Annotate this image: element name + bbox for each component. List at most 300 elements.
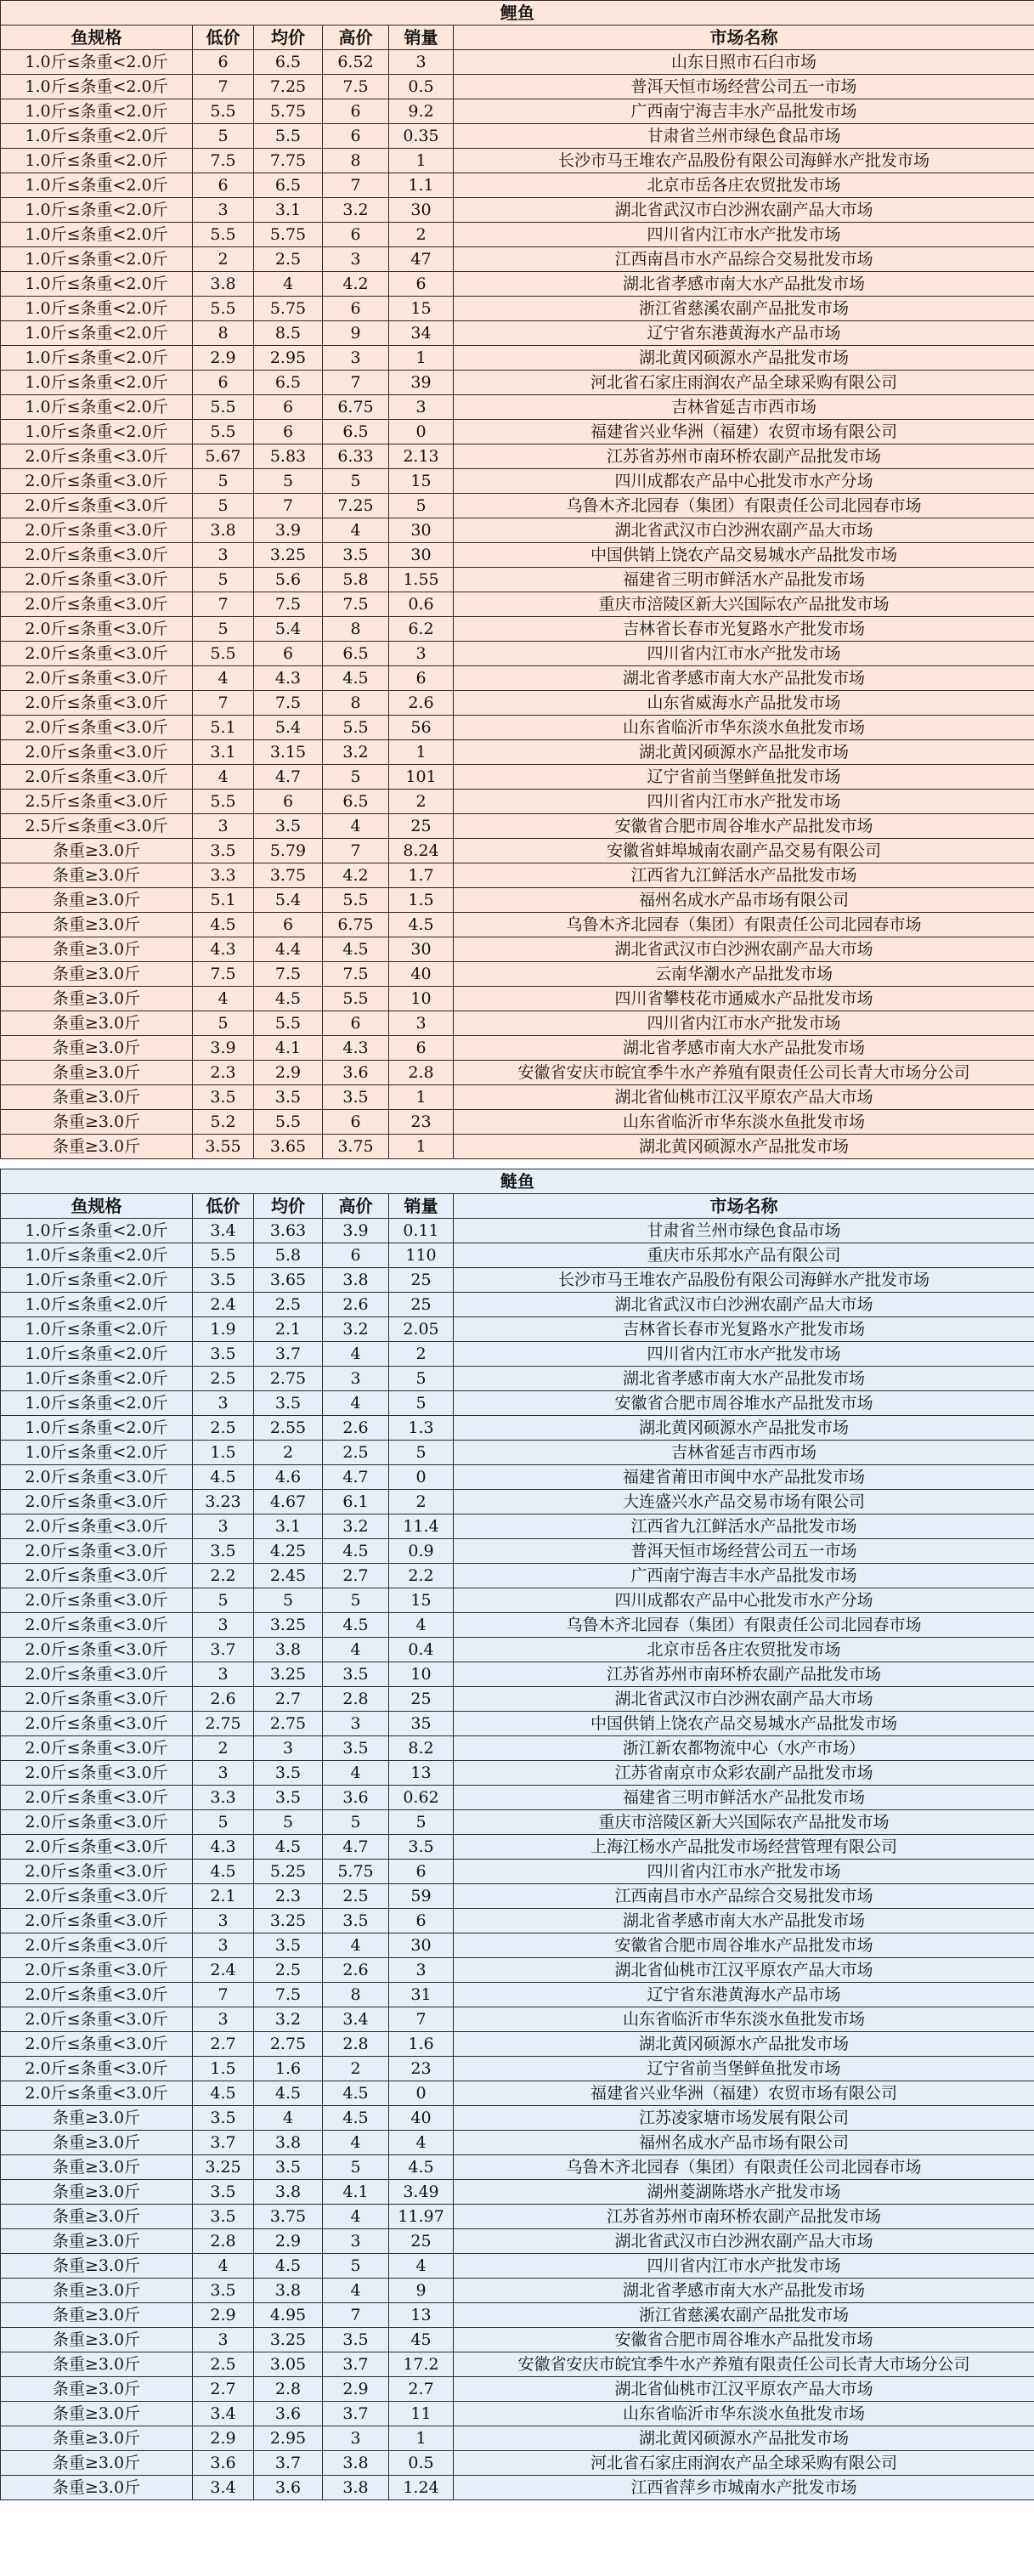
low-price-cell: 3.5 [193, 1342, 254, 1367]
low-price-cell: 3.5 [193, 2205, 254, 2229]
market-name-cell: 江西南昌市水产品综合交易批发市场 [454, 247, 1034, 272]
market-name-cell: 云南华潮水产品批发市场 [454, 962, 1034, 987]
table-row [1, 2402, 1034, 2426]
spec-cell: 条重≥3.0斤 [1, 1135, 193, 1159]
volume-cell: 3 [389, 642, 454, 666]
low-price-cell: 3 [193, 1761, 254, 1786]
table-row [1, 1391, 1034, 1416]
market-name-cell: 江苏省苏州市南环桥农副产品批发市场 [454, 2205, 1034, 2229]
avg-price-cell: 7 [254, 494, 323, 518]
spec-cell: 2.0斤≤条重<3.0斤 [1, 568, 193, 592]
avg-price-cell: 3.75 [254, 2205, 323, 2229]
market-name-cell: 四川省内江市水产批发市场 [454, 2254, 1034, 2279]
table-row [1, 543, 1034, 568]
volume-cell: 1 [389, 346, 454, 371]
avg-price-cell: 3.6 [254, 2402, 323, 2426]
high-price-cell: 3.8 [323, 2476, 389, 2500]
avg-price-cell: 5.6 [254, 568, 323, 592]
table-row [1, 863, 1034, 888]
market-name-cell: 中国供销上饶农产品交易城水产品批发市场 [454, 543, 1034, 568]
high-price-cell: 4.7 [323, 1465, 389, 1490]
spec-cell: 条重≥3.0斤 [1, 2229, 193, 2254]
market-name-cell: 乌鲁木齐北园春（集团）有限责任公司北园春市场 [454, 1613, 1034, 1638]
high-price-cell: 4 [323, 2279, 389, 2303]
volume-cell: 8.24 [389, 839, 454, 863]
volume-cell: 9.2 [389, 99, 454, 124]
table-row [1, 1736, 1034, 1761]
table-row [1, 223, 1034, 247]
spec-cell: 2.0斤≤条重<3.0斤 [1, 1490, 193, 1514]
avg-price-cell: 4.7 [254, 765, 323, 790]
spec-cell: 2.0斤≤条重<3.0斤 [1, 518, 193, 543]
spec-cell: 1.0斤≤条重<2.0斤 [1, 272, 193, 297]
high-price-cell: 5.75 [323, 1860, 389, 1884]
avg-price-cell: 4.5 [254, 2081, 323, 2106]
volume-cell: 0.11 [389, 1219, 454, 1243]
volume-cell: 3.49 [389, 2180, 454, 2205]
avg-price-cell: 2.7 [254, 1687, 323, 1712]
spec-cell: 1.0斤≤条重<2.0斤 [1, 371, 193, 395]
section-title: 鲢鱼 [1, 1169, 1034, 1194]
avg-price-cell: 4.5 [254, 987, 323, 1011]
spec-cell: 2.0斤≤条重<3.0斤 [1, 1712, 193, 1736]
section-title-row [1, 1169, 1034, 1194]
table-row [1, 1011, 1034, 1036]
table-row [1, 1085, 1034, 1110]
spec-cell: 条重≥3.0斤 [1, 2254, 193, 2279]
spec-cell: 条重≥3.0斤 [1, 2106, 193, 2131]
high-price-cell: 6.52 [323, 50, 389, 75]
section-gap [1, 1159, 1034, 1169]
table-row [1, 1909, 1034, 1933]
low-price-cell: 3 [193, 2007, 254, 2032]
volume-cell: 2.2 [389, 1564, 454, 1588]
market-name-cell: 四川省内江市水产批发市场 [454, 790, 1034, 814]
avg-price-cell: 2.3 [254, 1884, 323, 1909]
table-row [1, 321, 1034, 346]
market-name-cell: 湖北省武汉市白沙洲农副产品大市场 [454, 1293, 1034, 1317]
high-price-cell: 4.5 [323, 1613, 389, 1638]
spec-cell: 条重≥3.0斤 [1, 1085, 193, 1110]
volume-cell: 101 [389, 765, 454, 790]
spec-cell: 条重≥3.0斤 [1, 2205, 193, 2229]
spec-cell: 2.0斤≤条重<3.0斤 [1, 1687, 193, 1712]
avg-price-cell: 2.95 [254, 2426, 323, 2451]
high-price-cell: 4.5 [323, 937, 389, 962]
avg-price-cell: 7.5 [254, 592, 323, 617]
high-price-cell: 2.8 [323, 1687, 389, 1712]
table-row [1, 99, 1034, 124]
high-price-cell: 8 [323, 149, 389, 173]
volume-cell: 0 [389, 2081, 454, 2106]
low-price-cell: 5.1 [193, 888, 254, 913]
high-price-cell: 7.5 [323, 592, 389, 617]
volume-cell: 35 [389, 1712, 454, 1736]
volume-cell: 2.8 [389, 1061, 454, 1085]
high-price-cell: 3.5 [323, 2328, 389, 2352]
table-row [1, 50, 1034, 75]
low-price-cell: 2.4 [193, 1958, 254, 1983]
low-price-cell: 2.6 [193, 1687, 254, 1712]
avg-price-cell: 3.8 [254, 1638, 323, 1662]
low-price-cell: 2.9 [193, 346, 254, 371]
table-row [1, 987, 1034, 1011]
avg-price-cell: 6.5 [254, 371, 323, 395]
low-price-cell: 3.25 [193, 2155, 254, 2180]
table-row [1, 2155, 1034, 2180]
volume-cell: 9 [389, 2279, 454, 2303]
spec-cell: 1.0斤≤条重<2.0斤 [1, 223, 193, 247]
spec-cell: 2.0斤≤条重<3.0斤 [1, 1514, 193, 1539]
table-row [1, 1810, 1034, 1835]
volume-cell: 39 [389, 371, 454, 395]
low-price-cell: 5.2 [193, 1110, 254, 1135]
high-price-cell: 5 [323, 2254, 389, 2279]
avg-price-cell: 5 [254, 1810, 323, 1835]
high-price-cell: 3.7 [323, 2352, 389, 2377]
market-name-cell: 长沙市马王堆农产品股份有限公司海鲜水产批发市场 [454, 1268, 1034, 1293]
volume-cell: 4.5 [389, 2155, 454, 2180]
market-name-cell: 福建省三明市鲜活水产品批发市场 [454, 1786, 1034, 1810]
table-row [1, 1564, 1034, 1588]
high-price-cell: 6.75 [323, 913, 389, 937]
low-price-cell: 7.5 [193, 962, 254, 987]
avg-price-cell: 4 [254, 2106, 323, 2131]
high-price-cell: 6 [323, 1243, 389, 1268]
market-name-cell: 辽宁省前当堡鲜鱼批发市场 [454, 2057, 1034, 2081]
volume-cell: 30 [389, 543, 454, 568]
volume-cell: 34 [389, 321, 454, 346]
spec-cell: 2.0斤≤条重<3.0斤 [1, 740, 193, 765]
avg-price-cell: 5 [254, 1588, 323, 1613]
spec-cell: 条重≥3.0斤 [1, 2476, 193, 2500]
spec-cell: 2.0斤≤条重<3.0斤 [1, 1736, 193, 1761]
table-row [1, 592, 1034, 617]
volume-cell: 1 [389, 740, 454, 765]
spec-cell: 2.0斤≤条重<3.0斤 [1, 1884, 193, 1909]
market-name-cell: 湖北省武汉市白沙洲农副产品大市场 [454, 1687, 1034, 1712]
market-name-cell: 四川成都农产品中心批发市水产分场 [454, 1588, 1034, 1613]
high-price-cell: 6.5 [323, 420, 389, 444]
high-price-cell: 3 [323, 1712, 389, 1736]
volume-cell: 13 [389, 1761, 454, 1786]
spec-cell: 2.0斤≤条重<3.0斤 [1, 543, 193, 568]
spec-cell: 条重≥3.0斤 [1, 1036, 193, 1061]
high-price-cell: 5 [323, 1810, 389, 1835]
spec-cell: 条重≥3.0斤 [1, 863, 193, 888]
table-row [1, 716, 1034, 740]
high-price-cell: 2 [323, 2057, 389, 2081]
volume-cell: 4 [389, 2131, 454, 2155]
high-price-cell: 6.1 [323, 1490, 389, 1514]
market-name-cell: 江西省萍乡市城南水产批发市场 [454, 2476, 1034, 2500]
avg-price-cell: 4.6 [254, 1465, 323, 1490]
high-price-cell: 6.33 [323, 444, 389, 469]
volume-cell: 25 [389, 1293, 454, 1317]
low-price-cell: 3.3 [193, 1786, 254, 1810]
high-price-cell: 9 [323, 321, 389, 346]
table-row [1, 642, 1034, 666]
table-row [1, 1061, 1034, 1085]
spec-cell: 2.0斤≤条重<3.0斤 [1, 1786, 193, 1810]
high-price-cell: 6.5 [323, 642, 389, 666]
low-price-cell: 4.5 [193, 913, 254, 937]
volume-cell: 6 [389, 1909, 454, 1933]
market-name-cell: 吉林省延吉市西市场 [454, 395, 1034, 420]
low-price-cell: 2 [193, 247, 254, 272]
spec-cell: 1.0斤≤条重<2.0斤 [1, 1243, 193, 1268]
market-name-cell: 重庆市涪陵区新大兴国际农产品批发市场 [454, 1810, 1034, 1835]
table-row [1, 1860, 1034, 1884]
spec-cell: 2.0斤≤条重<3.0斤 [1, 494, 193, 518]
table-row [1, 518, 1034, 543]
avg-price-cell: 3 [254, 1736, 323, 1761]
avg-price-cell: 3.1 [254, 198, 323, 223]
spec-cell: 条重≥3.0斤 [1, 2451, 193, 2476]
table-row [1, 1243, 1034, 1268]
spec-cell: 2.5斤≤条重<3.0斤 [1, 790, 193, 814]
low-price-header: 低价 [193, 25, 254, 50]
avg-price-cell: 2.45 [254, 1564, 323, 1588]
market-name-cell: 湖北省孝感市南大水产品批发市场 [454, 1036, 1034, 1061]
market-name-cell: 浙江省慈溪农副产品批发市场 [454, 297, 1034, 321]
volume-cell: 1 [389, 1135, 454, 1159]
low-price-cell: 1.5 [193, 2057, 254, 2081]
avg-price-cell: 6 [254, 395, 323, 420]
avg-price-cell: 2.5 [254, 1958, 323, 1983]
market-name-cell: 北京市岳各庄农贸批发市场 [454, 1638, 1034, 1662]
high-price-cell: 5 [323, 765, 389, 790]
high-price-cell: 2.7 [323, 1564, 389, 1588]
low-price-cell: 7.5 [193, 149, 254, 173]
market-name-cell: 浙江省慈溪农副产品批发市场 [454, 2303, 1034, 2328]
table-row [1, 2229, 1034, 2254]
volume-cell: 15 [389, 469, 454, 494]
avg-price-cell: 2.1 [254, 1317, 323, 1342]
low-price-cell: 5.1 [193, 716, 254, 740]
avg-price-cell: 4.67 [254, 1490, 323, 1514]
volume-cell: 0.6 [389, 592, 454, 617]
table-row [1, 666, 1034, 691]
volume-cell: 1.7 [389, 863, 454, 888]
market-name-cell: 四川省内江市水产批发市场 [454, 1011, 1034, 1036]
spec-cell: 1.0斤≤条重<2.0斤 [1, 395, 193, 420]
market-name-cell: 广西南宁海吉丰水产品批发市场 [454, 99, 1034, 124]
volume-cell: 23 [389, 1110, 454, 1135]
market-name-cell: 湖北省孝感市南大水产品批发市场 [454, 1909, 1034, 1933]
table-row [1, 790, 1034, 814]
market-name-cell: 重庆市涪陵区新大兴国际农产品批发市场 [454, 592, 1034, 617]
low-price-cell: 5.5 [193, 395, 254, 420]
avg-price-cell: 5.5 [254, 1011, 323, 1036]
avg-price-cell: 6 [254, 642, 323, 666]
low-price-cell: 3.4 [193, 2476, 254, 2500]
spec-cell: 1.0斤≤条重<2.0斤 [1, 321, 193, 346]
high-price-cell: 8 [323, 1983, 389, 2007]
high-price-cell: 5 [323, 1588, 389, 1613]
spec-cell: 1.0斤≤条重<2.0斤 [1, 1317, 193, 1342]
market-name-cell: 四川省内江市水产批发市场 [454, 642, 1034, 666]
table-row [1, 1135, 1034, 1159]
avg-price-cell: 3.05 [254, 2352, 323, 2377]
high-price-cell: 2.6 [323, 1293, 389, 1317]
table-row [1, 2352, 1034, 2377]
spec-cell: 2.0斤≤条重<3.0斤 [1, 1539, 193, 1564]
market-name-cell: 湖北省武汉市白沙洲农副产品大市场 [454, 518, 1034, 543]
avg-price-header: 均价 [254, 25, 323, 50]
low-price-cell: 3 [193, 543, 254, 568]
avg-price-cell: 3.7 [254, 2451, 323, 2476]
market-name-cell: 湖北黄冈硕源水产品批发市场 [454, 2426, 1034, 2451]
table-row [1, 1342, 1034, 1367]
market-name-cell: 中国供销上饶农产品交易城水产品批发市场 [454, 1712, 1034, 1736]
high-price-cell: 4 [323, 1761, 389, 1786]
volume-cell: 6 [389, 1860, 454, 1884]
volume-cell: 2 [389, 223, 454, 247]
avg-price-cell: 3.2 [254, 2007, 323, 2032]
high-price-cell: 3.2 [323, 198, 389, 223]
low-price-cell: 3.23 [193, 1490, 254, 1514]
spec-cell: 1.0斤≤条重<2.0斤 [1, 247, 193, 272]
volume-cell: 6 [389, 272, 454, 297]
low-price-cell: 4 [193, 765, 254, 790]
table-row [1, 1268, 1034, 1293]
market-name-cell: 福建省三明市鲜活水产品批发市场 [454, 568, 1034, 592]
table-row [1, 1317, 1034, 1342]
low-price-cell: 5.5 [193, 297, 254, 321]
table-row [1, 173, 1034, 198]
spec-cell: 条重≥3.0斤 [1, 1061, 193, 1085]
volume-cell: 0.5 [389, 75, 454, 99]
low-price-cell: 3 [193, 1662, 254, 1687]
low-price-cell: 4.5 [193, 2081, 254, 2106]
table-row [1, 1588, 1034, 1613]
volume-cell: 6 [389, 1036, 454, 1061]
spec-cell: 1.0斤≤条重<2.0斤 [1, 1268, 193, 1293]
market-name-cell: 河北省石家庄雨润农产品全球采购有限公司 [454, 371, 1034, 395]
low-price-cell: 5.67 [193, 444, 254, 469]
high-price-cell: 4 [323, 1342, 389, 1367]
avg-price-cell: 3.15 [254, 740, 323, 765]
avg-price-cell: 7.75 [254, 149, 323, 173]
high-price-cell: 2.5 [323, 1441, 389, 1465]
header-row [1, 25, 1034, 50]
volume-cell: 1 [389, 149, 454, 173]
spec-cell: 条重≥3.0斤 [1, 2426, 193, 2451]
spec-cell: 2.0斤≤条重<3.0斤 [1, 716, 193, 740]
low-price-cell: 5 [193, 1011, 254, 1036]
market-name-cell: 湖北省武汉市白沙洲农副产品大市场 [454, 937, 1034, 962]
high-price-cell: 3.75 [323, 1135, 389, 1159]
table-row [1, 2007, 1034, 2032]
table-row [1, 1416, 1034, 1441]
low-price-cell: 3.4 [193, 1219, 254, 1243]
low-price-cell: 3.3 [193, 863, 254, 888]
market-name-cell: 湖北省仙桃市江汉平原农产品大市场 [454, 1958, 1034, 1983]
market-name-cell: 福州名成水产品市场有限公司 [454, 888, 1034, 913]
volume-cell: 1.55 [389, 568, 454, 592]
volume-cell: 25 [389, 1687, 454, 1712]
section-title-row [1, 1, 1034, 25]
market-name-cell: 湖北省孝感市南大水产品批发市场 [454, 2279, 1034, 2303]
avg-price-cell: 5.83 [254, 444, 323, 469]
market-name-cell: 福州名成水产品市场有限公司 [454, 2131, 1034, 2155]
header-row [1, 1194, 1034, 1219]
table-row [1, 272, 1034, 297]
table-row [1, 2476, 1034, 2500]
spec-cell: 1.0斤≤条重<2.0斤 [1, 149, 193, 173]
volume-cell: 45 [389, 2328, 454, 2352]
low-price-cell: 5 [193, 617, 254, 642]
high-price-cell: 7 [323, 173, 389, 198]
low-price-cell: 3.7 [193, 1638, 254, 1662]
low-price-cell: 4 [193, 666, 254, 691]
spec-cell: 条重≥3.0斤 [1, 987, 193, 1011]
spec-cell: 1.0斤≤条重<2.0斤 [1, 1219, 193, 1243]
spec-cell: 1.0斤≤条重<2.0斤 [1, 297, 193, 321]
high-price-cell: 7 [323, 2303, 389, 2328]
high-price-cell: 5.5 [323, 716, 389, 740]
spec-cell: 2.5斤≤条重<3.0斤 [1, 814, 193, 839]
volume-cell: 30 [389, 518, 454, 543]
volume-cell: 0.9 [389, 1539, 454, 1564]
table-row [1, 1638, 1034, 1662]
market-name-cell: 湖北省孝感市南大水产品批发市场 [454, 666, 1034, 691]
table-row [1, 1219, 1034, 1243]
spec-cell: 条重≥3.0斤 [1, 2402, 193, 2426]
volume-cell: 3.5 [389, 1835, 454, 1860]
high-price-header: 高价 [323, 1194, 389, 1219]
market-name-cell: 普洱天恒市场经营公司五一市场 [454, 75, 1034, 99]
market-name-cell: 重庆市乐邦水产品有限公司 [454, 1243, 1034, 1268]
volume-cell: 1.5 [389, 888, 454, 913]
table-row [1, 1539, 1034, 1564]
volume-cell: 47 [389, 247, 454, 272]
spec-cell: 2.0斤≤条重<3.0斤 [1, 2081, 193, 2106]
high-price-cell: 4 [323, 1638, 389, 1662]
table-row [1, 617, 1034, 642]
table-row [1, 1712, 1034, 1736]
low-price-cell: 3.9 [193, 1036, 254, 1061]
low-price-cell: 2.5 [193, 1416, 254, 1441]
market-name-cell: 福建省兴业华洲（福建）农贸市场有限公司 [454, 420, 1034, 444]
high-price-cell: 3 [323, 346, 389, 371]
high-price-cell: 2.6 [323, 1958, 389, 1983]
volume-cell: 0 [389, 1465, 454, 1490]
volume-cell: 7 [389, 2007, 454, 2032]
spec-cell: 2.0斤≤条重<3.0斤 [1, 1588, 193, 1613]
volume-cell: 11.4 [389, 1514, 454, 1539]
volume-cell: 10 [389, 1662, 454, 1687]
spec-cell: 1.0斤≤条重<2.0斤 [1, 1441, 193, 1465]
volume-cell: 23 [389, 2057, 454, 2081]
high-price-cell: 4.5 [323, 1539, 389, 1564]
market-name-cell: 湖北省仙桃市江汉平原农产品大市场 [454, 2377, 1034, 2402]
low-price-cell: 3.7 [193, 2131, 254, 2155]
low-price-cell: 3.5 [193, 2106, 254, 2131]
low-price-cell: 3.8 [193, 272, 254, 297]
avg-price-cell: 5.4 [254, 617, 323, 642]
spec-cell: 2.0斤≤条重<3.0斤 [1, 1465, 193, 1490]
market-name-cell: 乌鲁木齐北园春（集团）有限责任公司北园春市场 [454, 913, 1034, 937]
low-price-cell: 5 [193, 124, 254, 149]
market-name-cell: 山东省临沂市华东淡水鱼批发市场 [454, 716, 1034, 740]
table-row [1, 937, 1034, 962]
spec-cell: 2.0斤≤条重<3.0斤 [1, 1662, 193, 1687]
table-row [1, 2057, 1034, 2081]
low-price-cell: 6 [193, 50, 254, 75]
spec-cell: 1.0斤≤条重<2.0斤 [1, 124, 193, 149]
